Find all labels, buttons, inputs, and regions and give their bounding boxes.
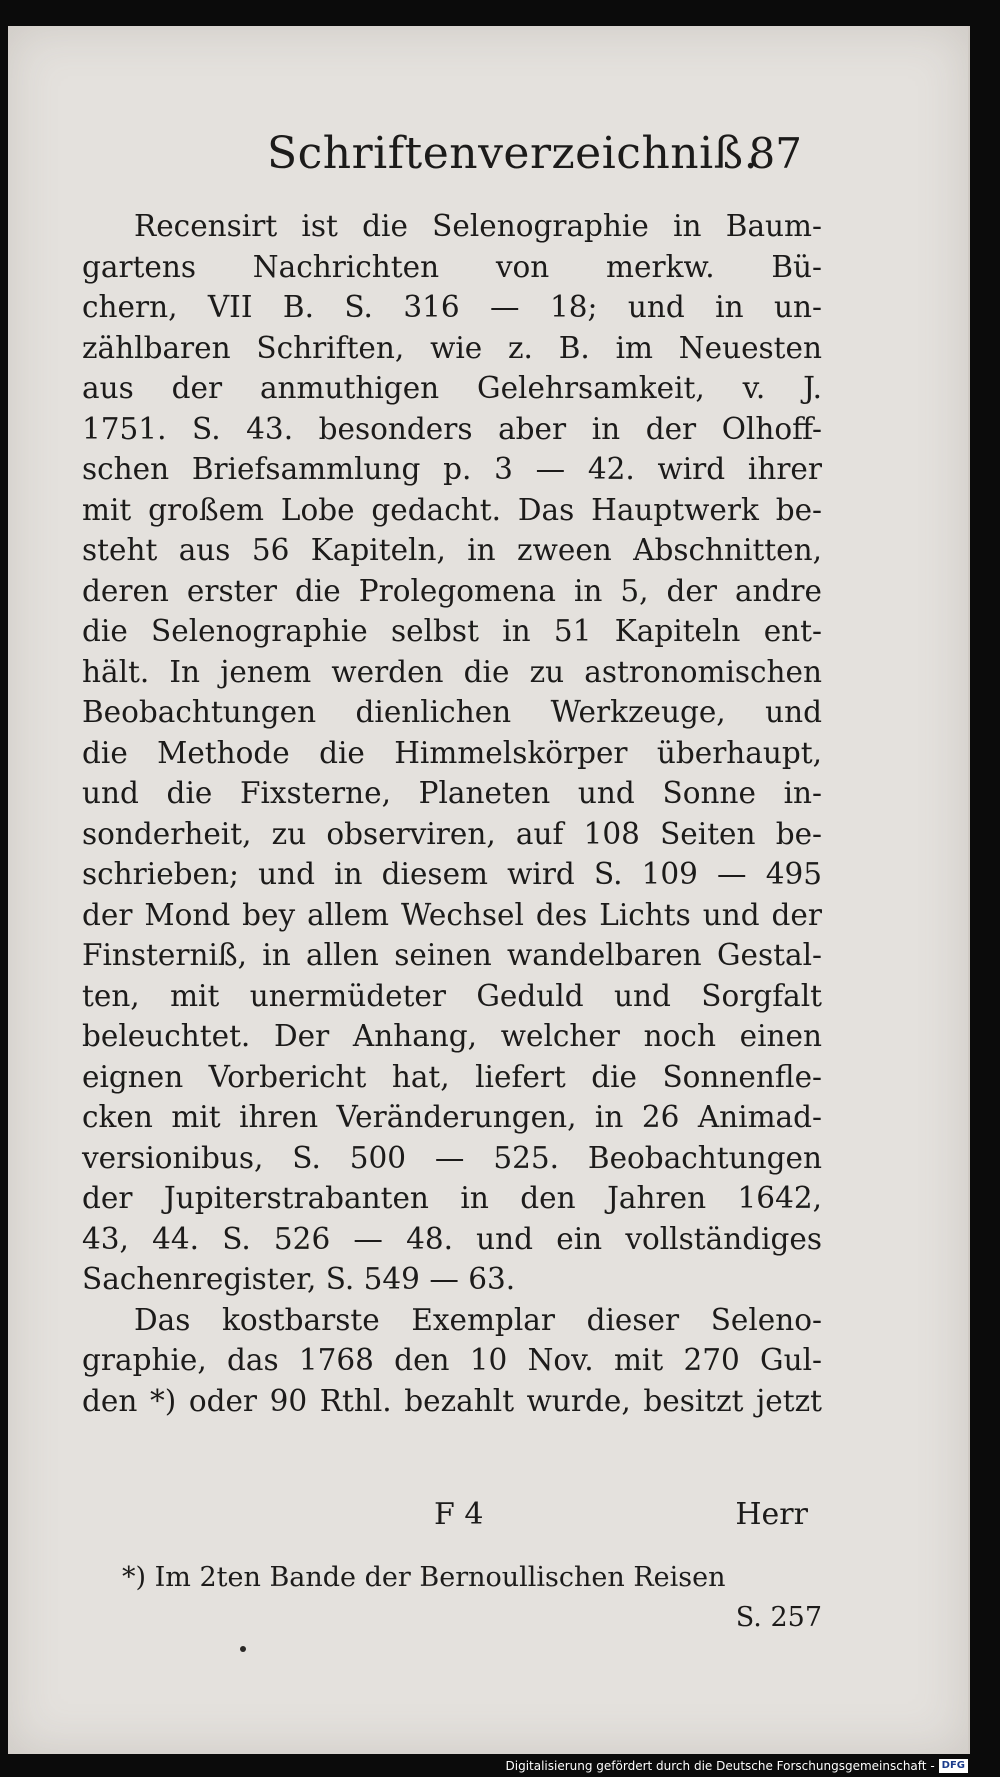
text-line: Sachenregister, S. 549 — 63. (82, 1262, 516, 1296)
running-title: Schriftenverzeichniß. (267, 128, 759, 179)
text-line: chern, VII B. S. 316 — 18; und in un- (82, 290, 822, 324)
text-line: Recensirt ist die Selenographie in Baum- (134, 209, 822, 243)
digitization-credit (506, 1759, 969, 1773)
running-head (82, 124, 822, 184)
text-line: Das kostbarste Exemplar dieser Seleno- (134, 1302, 822, 1337)
text-line: der Jupiterstrabanten in den Jahren 1642, (82, 1181, 822, 1215)
text-line: zählbaren Schriften, wie z. B. im Neuesten (82, 330, 822, 365)
text-line: den *) oder 90 Rthl. bezahlt wurde, besitzt jetzt (82, 1383, 822, 1418)
text-line: aus der anmuthigen Gelehrsamkeit, v. J. (82, 371, 822, 405)
text-line: deren erster die Prolegomena in 5, der andre (82, 573, 822, 608)
page-number: 87 (748, 129, 802, 178)
credit-text: Digitalisierung gefördert durch die Deutsche Forschungsgemeinschaft - (505, 1759, 935, 1773)
text-line: eignen Vorbericht hat, liefert die Sonnenfle- (82, 1059, 822, 1094)
text-line: Beobachtungen dienlichen Werkzeuge, und (82, 695, 822, 729)
text-line: ten, mit unermüdeter Geduld und Sorgfalt (82, 978, 822, 1013)
footnote-line: *) Im 2ten Bande der Bernoullischen Reisen (122, 1562, 726, 1593)
text-line: steht aus 56 Kapiteln, in zween Abschnitten, (82, 533, 822, 567)
text-line: schen Briefsammlung p. 3 — 42. wird ihrer (82, 452, 822, 486)
text-line: mit großem Lobe gedacht. Das Hauptwerk be- (82, 492, 822, 527)
footnote-line: S. 257 (735, 1602, 822, 1633)
page-content (82, 26, 822, 1726)
signature-mark: F 4 (434, 1497, 484, 1532)
text-line: die Selenographie selbst in 51 Kapiteln ent- (82, 614, 822, 648)
text-line: versionibus, S. 500 — 525. Beobachtungen (82, 1140, 822, 1175)
text-line: sonderheit, zu observiren, auf 108 Seiten be- (82, 816, 822, 851)
book-page (8, 26, 970, 1754)
text-line: die Methode die Himmelskörper überhaupt, (82, 735, 822, 770)
signature-row (82, 1493, 822, 1537)
text-line: schrieben; und in diesem wird S. 109 — 495 (82, 857, 822, 891)
text-line: hält. In jenem werden die zu astronomischen (82, 654, 822, 689)
main-text (82, 206, 822, 1421)
text-line: der Mond bey allem Wechsel des Lichts und der (82, 897, 822, 932)
text-line: beleuchtet. Der Anhang, welcher noch einen (82, 1019, 822, 1053)
text-line: 43, 44. S. 526 — 48. und ein vollständiges (82, 1221, 822, 1256)
text-line: graphie, das 1768 den 10 Nov. mit 270 Gul- (82, 1343, 822, 1377)
text-line: und die Fixsterne, Planeten und Sonne in- (82, 776, 822, 810)
text-line: 1751. S. 43. besonders aber in der Olhoff- (82, 411, 822, 446)
text-line: gartens Nachrichten von merkw. Bü- (82, 249, 822, 284)
text-line: cken mit ihren Veränderungen, in 26 Animad- (82, 1100, 822, 1134)
footnote (122, 1558, 822, 1638)
text-line: Finsterniß, in allen seinen wandelbaren Gestal- (82, 938, 822, 972)
ink-spot (240, 1646, 246, 1652)
catchword: Herr (735, 1497, 808, 1532)
dfg-logo-icon: DFG (939, 1759, 968, 1773)
